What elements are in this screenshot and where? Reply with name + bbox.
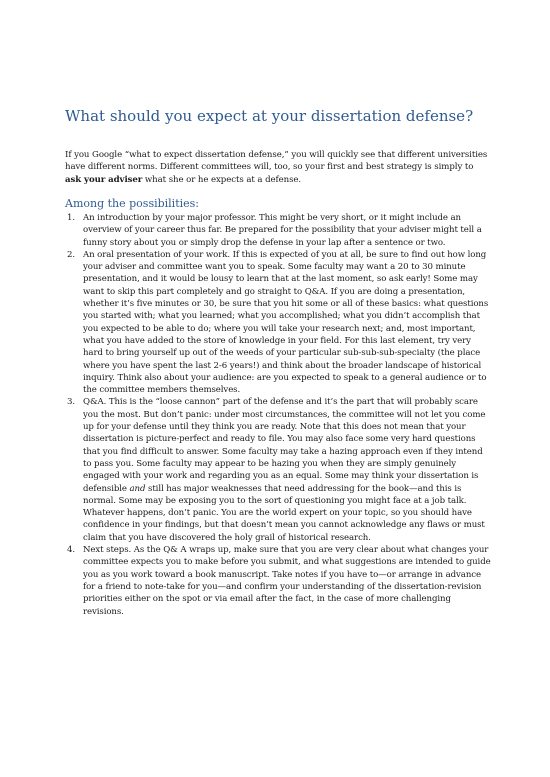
intro-paragraph: [65, 149, 490, 186]
intro-text-after: what she or he expects at a defense.: [142, 174, 302, 185]
list-item-number: 4.: [67, 545, 75, 556]
list-item: [65, 212, 491, 249]
list-item: [65, 249, 491, 397]
possibilities-list: [65, 212, 491, 618]
list-item-text: Next steps. As the Q& A wraps up, make sure that you are very clear about what changes your committee expects you to make before you submit, and what suggestions are intended to guide you as you work toward a book manuscript. Take notes if you have to—or arrange in advance for a friend to note-take for you—and confirm your understanding of the dissertation-revision priorities either on the spot or via email after the fact, in the case of more challenging revisions.: [83, 545, 491, 617]
list-item-number: 2.: [67, 249, 75, 260]
list-item-text: An introduction by your major professor. This might be very short, or it might include an overview of your career thus far. Be prepared for the possibility that your adviser might tell a funny story about you or simply drop the defense in your lap after a sentence or two.: [83, 213, 482, 248]
list-item-emphasis: and: [129, 483, 146, 494]
intro-emphasis: ask your adviser: [65, 174, 143, 185]
list-item: [65, 544, 491, 618]
page-title: What should you expect at your dissertation defense?: [65, 107, 474, 125]
list-item-text-before: Q&A. This is the “loose cannon” part of the defense and it’s the part that will probably scare you the most. But don’t panic: under most circumstances, the committee will not let you come up for your defense until they think you are ready. Note that this does not mean that your dissertation is picture-perfect and ready to file. You may also face some very hard questions that you find difficult to answer. Some faculty may take a hazing approach even if they intend to pass you. Some faculty may appear to be hazing you when they are simply genuinely engaged with your work and regarding you as an equal. Some may think your dissertation is defensible: [83, 397, 486, 494]
list-item: [65, 396, 491, 544]
list-item-number: 3.: [67, 397, 75, 408]
list-item-text: An oral presentation of your work. If this is expected of you at all, be sure to find out how long your adviser and committee want you to speak. Some faculty may want a 20 to 30 minute presentation, and it would be lousy to learn that at the last moment, so ask early! Some may want to skip this part completely and go straight to Q&A. If you are doing a presentation, whether it’s five minutes or 30, be sure that you hit some or all of these basics: what questions you started with; what you learned; what you accomplished; what you didn’t accomplish that you expected to be able to do; where you will take your research next; and, most important, what you have added to the store of knowledge in your field. For this last element, try very hard to bring yourself up out of the weeds of your particular sub-sub-sub-specialty (the place where you have spent the last 2-6 years!) and think about the broader landscape of historical inquiry. Think also about your audience: are you expected to speak to a general audience or to the committee members themselves.: [83, 249, 489, 396]
intro-text-before: If you Google “what to expect dissertation defense,” you will quickly see that different universities have different norms. Different committees will, too, so your first and best strategy is simply to: [65, 150, 488, 173]
section-heading: Among the possibilities:: [65, 197, 199, 210]
list-item-text-after: still has major weaknesses that need addressing for the book—and this is normal. Some may be exposing you to the sort of questioning you might face at a job talk. Whatever happens, don’t panic. You are the world expert on your topic, so you should have confidence in your findings, but that doesn’t mean you cannot acknowledge any flaws or must claim that you have discovered the holy grail of historical research.: [83, 483, 485, 543]
list-item-number: 1.: [67, 213, 75, 223]
